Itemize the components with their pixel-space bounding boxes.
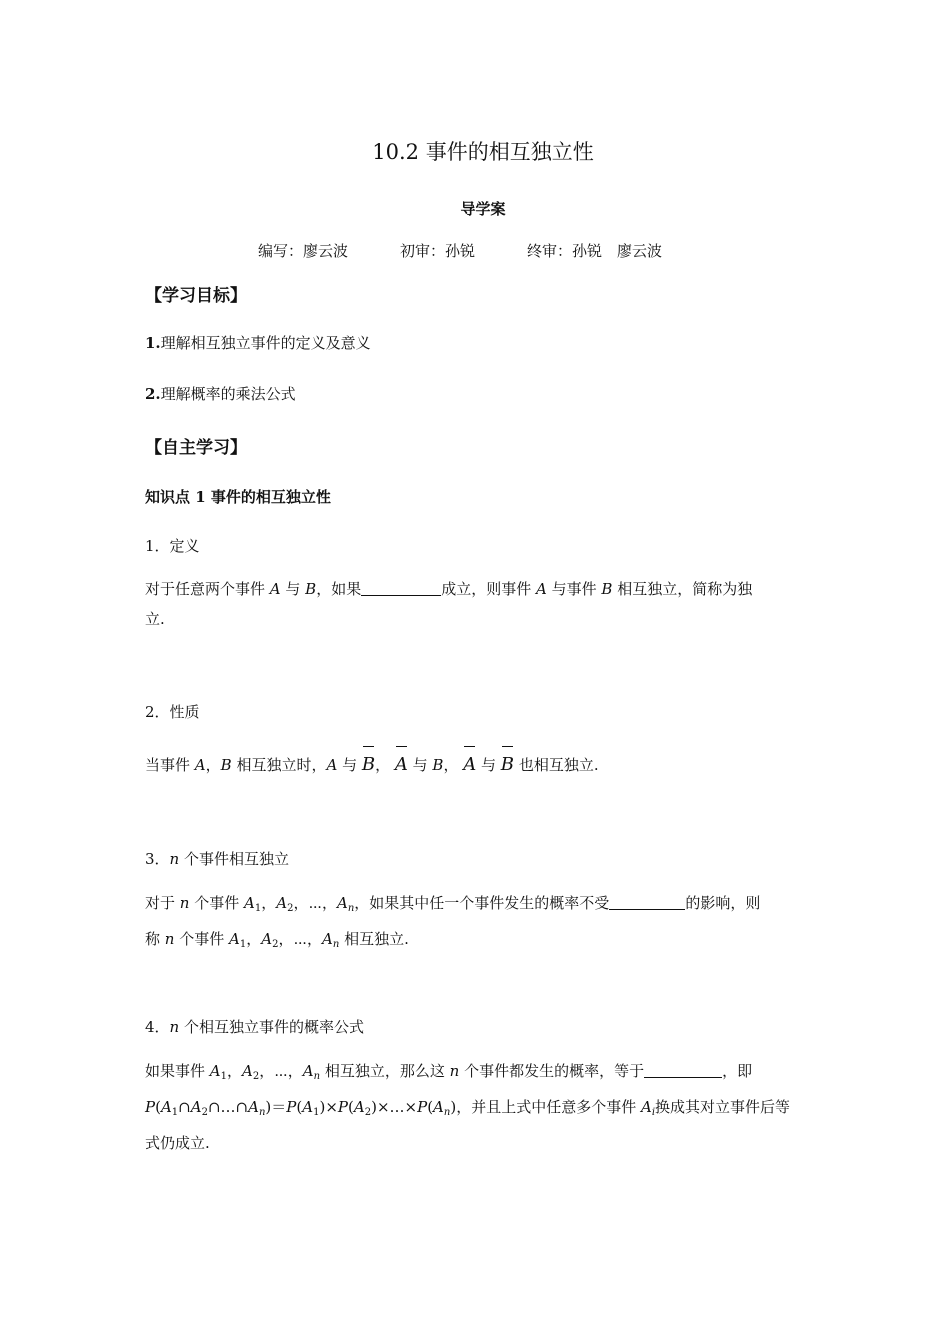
editor-credit: 编写：廖云波 xyxy=(258,242,349,260)
section-4-title: 4．n 个相互独立事件的概率公式 xyxy=(145,1018,364,1036)
page-subtitle: 导学案 xyxy=(460,200,506,218)
goals-heading: 【学习目标】 xyxy=(145,286,247,306)
section-4-paragraph: 如果事件 $A_1$，$A_2$，⋯，$A_n$ 相互独立，那么这 n 个事件都发生的概率，等于 ，即 $P(A_1\cap A_2\cap\dots\cap A_n)=P(A_1)\times P(A_2)\times\dots\times P(A_n)$，并且上式中任意多个事件 $A_i$换成其对立事件后等 式仍成立. xyxy=(145,1062,791,1152)
section-2-paragraph: 当事件 A，B 相互独立时，A 与 B， A 与 B， A 与 B 也相互独立. xyxy=(145,750,810,780)
b-complement: B xyxy=(362,750,375,780)
b-complement: B xyxy=(501,750,514,780)
fill-blank-probability[interactable] xyxy=(644,1061,722,1078)
final-review-credit: 终审：孙锐 廖云波 xyxy=(527,242,663,260)
knowledge-point-title: 知识点 1 事件的相互独立性 xyxy=(145,488,331,506)
fill-blank-independence[interactable] xyxy=(609,893,685,910)
section-1-paragraph: 对于任意两个事件 A 与 B，如果 成立，则事件 A 与事件 B 相互独立，简称为独 立. xyxy=(145,580,753,628)
fill-blank-definition[interactable] xyxy=(361,579,441,596)
section-3-paragraph: 对于 n 个事件 $A_1$，$A_2$，⋯，$A_n$，如果其中任一个事件发生的概率不受 的影响，则 称 n 个事件 $A_1$，$A_2$，⋯，$A_n$ 相互独立. xyxy=(145,894,761,950)
section-1-title: 1．定义 xyxy=(145,537,200,555)
a-complement: A xyxy=(463,750,476,780)
first-review-credit: 初审：孙锐 xyxy=(400,242,476,260)
section-3-title: 3．n 个事件相互独立 xyxy=(145,850,289,868)
goal-item-1: 1.理解相互独立事件的定义及意义 xyxy=(145,334,371,352)
self-study-heading: 【自主学习】 xyxy=(145,438,247,458)
goal-item-2: 2.理解概率的乘法公式 xyxy=(145,385,296,403)
multiplication-formula: $P(A_1\cap A_2\cap\dots\cap A_n)=P(A_1)\times P(A_2)\times\dots\times P(A_n)$ xyxy=(145,1098,457,1118)
credits-line xyxy=(258,240,662,261)
page-title: 10.2 事件的相互独立性 xyxy=(372,140,594,164)
section-2-title: 2．性质 xyxy=(145,703,200,721)
a-complement: A xyxy=(395,750,408,780)
